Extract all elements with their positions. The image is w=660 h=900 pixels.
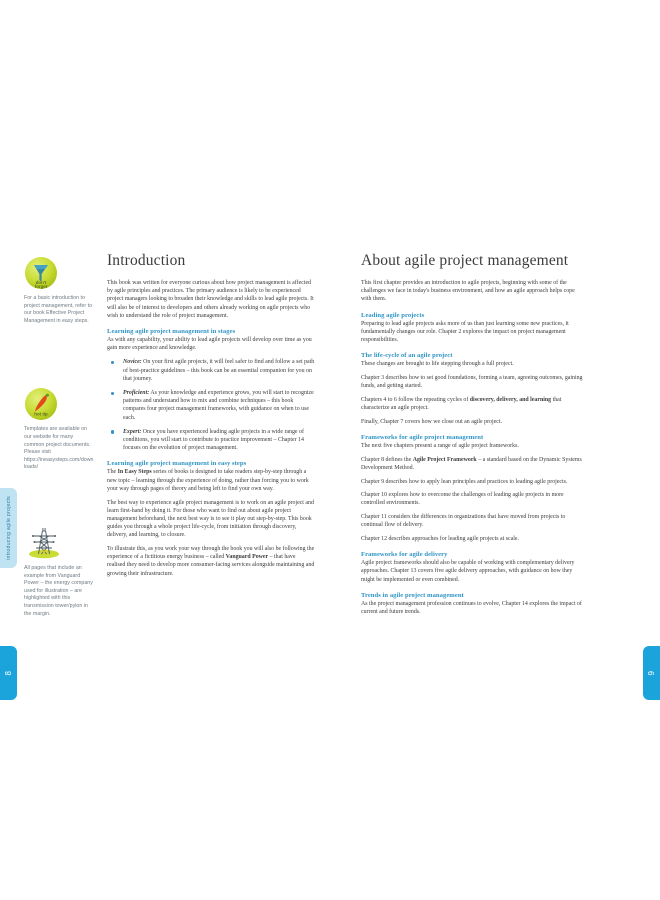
heading-learning-easy-steps: Learning agile project management in easy steps [107, 460, 247, 468]
margin-note-text: Templates are available on our website for many common project documents. Please visit https://ineasysteps.com/downloads/ [24, 426, 94, 471]
list-item [107, 428, 315, 453]
page-number-right: 9 [647, 670, 656, 676]
margin-note [24, 387, 94, 472]
page-number-tab-right [643, 646, 660, 700]
es-p3-a: To illustrate this, as you work your way through the book you will also be following the experience of a fictitious energy business – called [107, 546, 315, 561]
heading-learning-in-stages: Learning agile project management in stages [107, 328, 236, 336]
frameworks-paragraph-2 [361, 456, 583, 472]
list-item [107, 389, 315, 422]
svg-text:forget: forget [34, 284, 48, 289]
fw-p2-c: – a standard based on the Dynamic Systems Development Method. [361, 456, 582, 471]
frameworks-paragraph-4: Chapter 10 explores how to overcome the challenges of leading agile projects in more controlled environments. [361, 492, 564, 507]
frameworks-paragraph-6: Chapter 12 describes approaches for leading agile projects at scale. [361, 536, 520, 543]
book-page-spread [0, 236, 660, 676]
margin-note [24, 524, 94, 618]
es-p1-c: series of books is designed to take readers step-by-step through a new topic – learning through the experience of doing, rather than forcing you to work your way through pages of theory and being left to find your own way. [107, 469, 309, 492]
transmission-tower-icon [24, 524, 64, 560]
left-page-column [107, 252, 315, 583]
chapter-tab [0, 488, 17, 568]
frameworks-paragraph-5: Chapter 11 considers the differences in organizations that have moved from projects to continual flow of delivery. [361, 514, 566, 529]
trends-paragraph-1: As the project management profession continues to evolve, Chapter 14 explores the impact of current and future trends. [361, 600, 582, 616]
page-title-right: About agile project management [361, 252, 569, 269]
right-page-column [361, 252, 583, 622]
stages-intro-paragraph: As with any capability, your ability to lead agile projects will develop over time as you gain more experience and knowledge. [107, 337, 312, 352]
bullet-dot-icon [111, 361, 114, 364]
fw-p2-a: Chapter 8 defines the [361, 456, 413, 463]
dont-forget-badge-icon [24, 256, 58, 290]
lifecycle-paragraph-4: Finally, Chapter 7 covers how we close out an agile project. [361, 418, 502, 425]
bullet-dot-icon [111, 430, 114, 433]
margin-spacer [24, 343, 94, 387]
lc-p3-a: Chapters 4 to 6 follow the repeating cycles of [361, 396, 470, 403]
frameworks-paragraph-1: The next five chapters present a range of agile project frameworks. [361, 442, 519, 449]
easy-steps-paragraph-2: The best way to experience agile project management is to work on an agile project and learn first-hand by doing it. For those who want to find out about agile project management beforehand, the next best way is to see it play out step-by-step. This book guides you through a whole project life-cycle, from initiation through discovery, delivery, and learning, to closure. [107, 499, 314, 539]
es-p3-b: Vanguard Power [225, 554, 269, 561]
margin-note-text: For a basic introduction to project management, refer to our book Effective Project Management in easy steps. [24, 295, 93, 324]
svg-text:don't: don't [35, 280, 47, 285]
es-p3-c: – that have realised they need to develop more consumer-facing services alongside maintaining and growing their infrastructure. [107, 554, 315, 577]
easy-steps-paragraph-3 [107, 545, 315, 578]
margin-note [24, 256, 94, 325]
margin-note-text: All pages that include an example from Vanguard Power – the energy company used for illustration – are highlighted with this transmission tower/pylon in the margin. [24, 564, 93, 617]
bullet-dot-icon [111, 392, 114, 395]
lifecycle-paragraph-2: Chapter 3 describes how to set good foundations, forming a team, agreeing outcomes, gaining funds, and getting started. [361, 374, 583, 390]
heading-frameworks-management: Frameworks for agile project management [361, 433, 484, 441]
svg-text:hot tip: hot tip [34, 411, 48, 417]
lc-p3-c: that characterize an agile project. [361, 396, 562, 412]
page-number-tab-left [0, 646, 17, 700]
lifecycle-paragraph-3 [361, 396, 583, 412]
es-p1-b: In Easy Steps [117, 469, 152, 476]
bullet-lead: Novice: [123, 359, 142, 366]
es-p1-a: The [107, 469, 118, 476]
lc-p3-b: discovery, delivery, and learning [469, 396, 552, 403]
heading-lifecycle: The life-cycle of an agile project [361, 352, 453, 360]
lifecycle-paragraph-1: These changes are brought to life stepping through a full project. [361, 361, 514, 368]
frameworks-paragraph-3: Chapter 9 describes how to apply lean principles and practices to leading agile projects. [361, 478, 568, 485]
hot-tip-badge-icon [24, 387, 58, 421]
chapter-tab-label: introducing agile projects [5, 496, 12, 560]
bullet-text: As your knowledge and experience grows, you will start to recognize patterns and understand how to mix and combine techniques – this book compares four project management frameworks, with guidance on when to use each. [123, 390, 314, 421]
bullet-text: On your first agile projects, it will feel safer to find and follow a set path of best-practice guidelines – this book can be an essential companion for you on that journey. [123, 359, 315, 382]
page-number-left: 8 [4, 670, 13, 676]
margin-spacer [24, 490, 94, 524]
intro-paragraph: This book was written for everyone curious about how project management is affected by agile principles and practices. The primary audience is likely to be experienced project managers looking to broaden their knowledge and skills to lead agile projects. It will also be of interest to developers and others already working on agile projects who wish to understand the role of project management. [107, 280, 314, 319]
list-item [107, 358, 315, 383]
page-title-left: Introduction [107, 252, 186, 269]
skill-level-bullet-list [107, 358, 315, 452]
fw-p2-b: Agile Project Framework [412, 456, 477, 463]
margin-notes-column [24, 256, 94, 636]
heading-frameworks-delivery: Frameworks for agile delivery [361, 551, 448, 559]
bullet-lead: Expert: [123, 428, 142, 435]
leading-paragraph: Preparing to lead agile projects asks more of us than just learning some new practices, it fundamentally changes our role. Chapter 2 explores the impact on project management responsibilities. [361, 320, 569, 344]
easy-steps-paragraph-1 [107, 468, 315, 493]
bullet-lead: Proficient: [123, 390, 150, 397]
delivery-paragraph-1: Agile project frameworks should also be capable of working with complementary delivery approaches. Chapter 13 covers five agile delivery approaches, with guidance on how they might be implemented or even combined. [361, 560, 575, 583]
heading-leading-agile-projects: Leading agile projects [361, 311, 425, 319]
bullet-text: Once you have experienced leading agile projects in a wide range of conditions, you will start to contribute to practice improvement – Chapter 14 focuses on the evolution of project management. [123, 428, 304, 452]
heading-trends: Trends in agile project management [361, 591, 464, 599]
right-intro-paragraph: This first chapter provides an introduction to agile projects, beginning with some of the challenges we face in today's business environment, and how an agile approach helps cope with them. [361, 280, 575, 303]
